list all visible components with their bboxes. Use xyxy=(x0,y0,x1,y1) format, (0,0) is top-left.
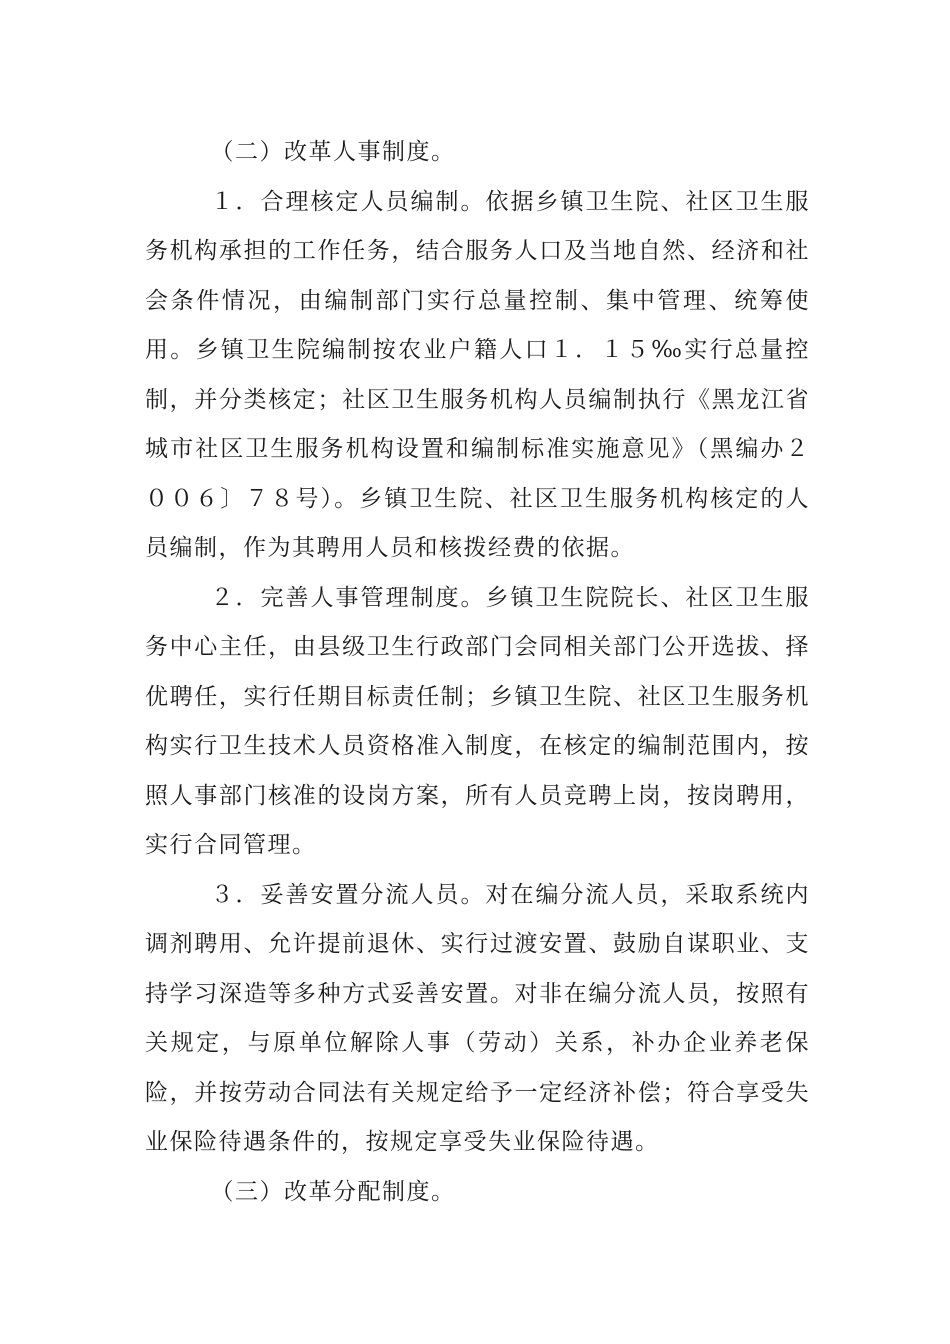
section-heading-distribution-reform: （三）改革分配制度。 xyxy=(210,1178,456,1205)
paragraph-personnel-management: ２．完善人事管理制度。乡镇卫生院院长、社区卫生服务中心主任，由县级卫生行政部门会同相关部门公开选拔、择优聘任，实行任期目标责任制；乡镇卫生院、社区卫生服务机构实行卫生技术人员资格准入制度，在核定的编制范围内，按照人事部门核准的设岗方案，所有人员竞聘上岗，按岗聘用，实行合同管理。 xyxy=(145,584,810,858)
section-heading-personnel-reform: （二）改革人事制度。 xyxy=(210,139,456,165)
paragraph-staff-resettlement: ３．妥善安置分流人员。对在编分流人员，采取系统内调剂聘用、允许提前退休、实行过渡安置、鼓励自谋职业、支持学习深造等多种方式妥善安置。对非在编分流人员，按照有关规定，与原单位解除人事（劳动）关系，补办企业养老保险，并按劳动合同法有关规定给予一定经济补偿；符合享受失业保险待遇条件的，按规定享受失业保险待遇。 xyxy=(145,881,810,1155)
document-body xyxy=(145,128,810,1217)
paragraph-staffing-quota: １．合理核定人员编制。依据乡镇卫生院、社区卫生服务机构承担的工作任务，结合服务人口及当地自然、经济和社会条件情况，由编制部门实行总量控制、集中管理、统筹使用。乡镇卫生院编制按农业户籍人口１．１５‰实行总量控制，并分类核定；社区卫生服务机构人员编制执行《黑龙江省城市社区卫生服务机构设置和编制标准实施意见》（黑编办２００６〕７８号）。乡镇卫生院、社区卫生服务机构核定的人员编制，作为其聘用人员和核拨经费的依据。 xyxy=(145,188,810,561)
